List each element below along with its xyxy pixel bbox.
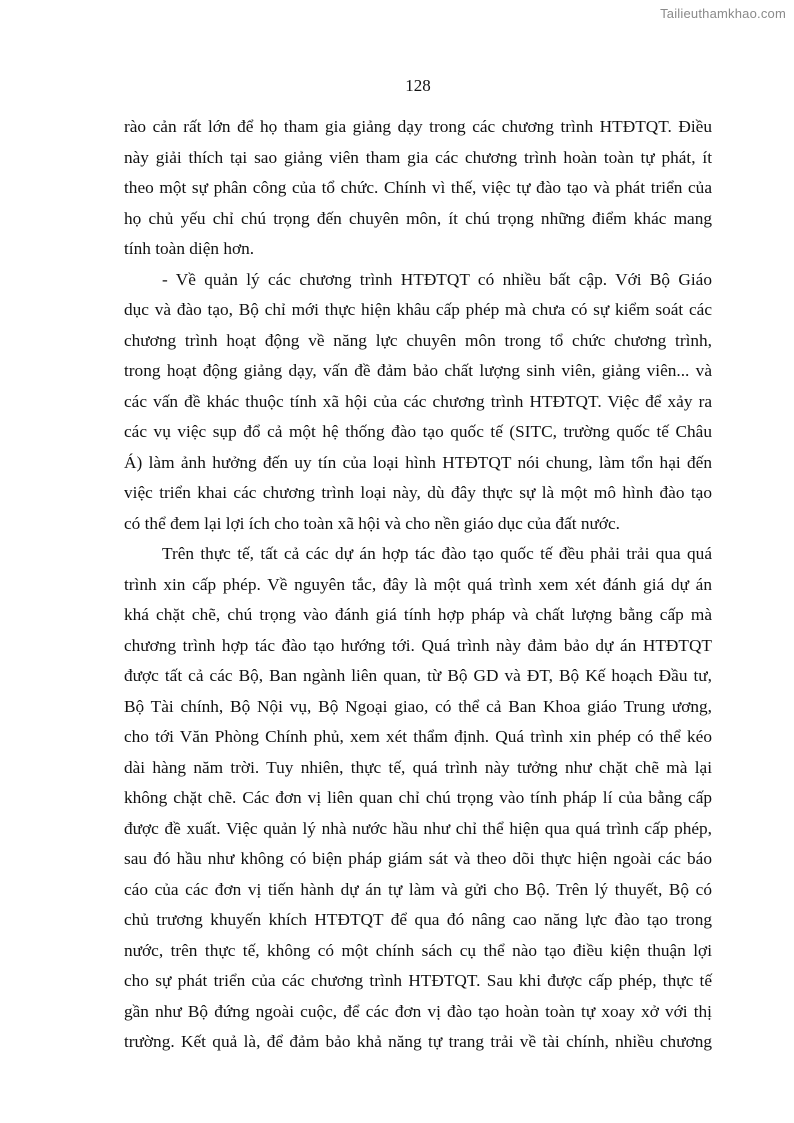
text-line: trong hoạt động giảng dạy, vấn đề đảm bảo chất lượng sinh viên, giảng viên... và xyxy=(124,361,712,380)
text-line: - Về quản lý các chương trình HTĐTQT có nhiều bất cập. Với Bộ Giáo xyxy=(162,269,712,289)
text-line: theo một sự phân công của tổ chức. Chính vì thế, việc tự đào tạo và phát triển của xyxy=(124,178,712,197)
text-line: dục và đào tạo, Bộ chỉ mới thực hiện khâu cấp phép mà chưa có sự kiểm soát các xyxy=(124,300,712,319)
text-line: cáo của các đơn vị tiến hành dự án tự làm và gửi cho Bộ. Trên lý thuyết, Bộ có xyxy=(124,879,712,899)
text-line: trình xin cấp phép. Về nguyên tắc, đây là một quá trình xem xét đánh giá dự án xyxy=(124,574,712,594)
text-line: được tất cả các Bộ, Ban ngành liên quan, từ Bộ GD và ĐT, Bộ Kế hoạch Đầu tư, xyxy=(124,666,712,685)
watermark-text: Tailieuthamkhao.com xyxy=(660,6,786,21)
text-line: chương trình hoạt động về năng lực chuyên môn trong tổ chức chương trình, xyxy=(124,330,712,350)
text-line: cho sự phát triển của các chương trình HTĐTQT. Sau khi được cấp phép, thực tế xyxy=(124,971,712,990)
text-line: khá chặt chẽ, chú trọng vào đánh giá tính hợp pháp và chất lượng bằng cấp mà xyxy=(124,605,712,624)
text-line: trường. Kết quả là, để đảm bảo khả năng tự trang trải về tài chính, nhiều chương xyxy=(124,1032,712,1051)
text-line: được đề xuất. Việc quản lý nhà nước hầu như chỉ thể hiện qua quá trình cấp phép, xyxy=(124,818,712,838)
text-line: rào cản rất lớn để họ tham gia giảng dạy trong các chương trình HTĐTQT. Điều xyxy=(124,117,712,136)
text-line: việc triển khai các chương trình loại này, dù đây thực sự là một mô hình đào tạo xyxy=(124,483,712,502)
text-line: Á) làm ảnh hưởng đến uy tín của loại hình HTĐTQT nói chung, làm tổn hại đến xyxy=(124,452,712,472)
page-number: 128 xyxy=(405,76,431,95)
text-line: dài hàng năm trời. Tuy nhiên, thực tế, quá trình này tưởng như chặt chẽ mà lại xyxy=(124,757,712,777)
text-line: chương trình hợp tác đào tạo hướng tới. Quá trình này đảm bảo dự án HTĐTQT xyxy=(124,635,712,655)
text-line: không chặt chẽ. Các đơn vị liên quan chỉ chú trọng vào tính pháp lí của bằng cấp xyxy=(124,788,712,807)
text-line: tính toàn diện hơn. xyxy=(124,239,255,258)
text-line: Bộ Tài chính, Bộ Nội vụ, Bộ Ngoại giao, có thể cả Ban Khoa giáo Trung ương, xyxy=(124,696,712,716)
text-line: chủ trương khuyến khích HTĐTQT để qua đó nâng cao năng lực đào tạo trong xyxy=(124,910,712,929)
text-line: Trên thực tế, tất cả các dự án hợp tác đào tạo quốc tế đều phải trải qua quá xyxy=(162,544,712,563)
text-line: các vụ việc sụp đổ cả một hệ thống đào tạo quốc tế (SITC, trường quốc tế Châu xyxy=(124,422,712,441)
text-line: cho tới Văn Phòng Chính phủ, xem xét thẩm định. Quá trình xin phép có thể kéo xyxy=(124,727,712,746)
text-line: nước, trên thực tế, không có một chính sách cụ thể nào tạo điều kiện thuận lợi xyxy=(124,940,712,960)
document-body xyxy=(124,112,712,1058)
text-line: có thể đem lại lợi ích cho toàn xã hội và cho nền giáo dục của đất nước. xyxy=(124,513,620,533)
text-line: này giải thích tại sao giảng viên tham gia các chương trình hoàn toàn tự phát, ít xyxy=(124,147,712,167)
text-line: các vấn đề khác thuộc tính xã hội của các chương trình HTĐTQT. Việc để xảy ra xyxy=(124,391,712,411)
text-line: họ chủ yếu chỉ chú trọng đến chuyên môn, ít chú trọng những điểm khác mang xyxy=(124,208,712,228)
text-line: gần như Bộ đứng ngoài cuộc, để các đơn vị đào tạo hoàn toàn tự xoay xở với thị xyxy=(124,1001,712,1021)
text-line: sau đó hầu như không có biện pháp giám sát và theo dõi thực hiện ngoài các báo xyxy=(124,849,712,868)
